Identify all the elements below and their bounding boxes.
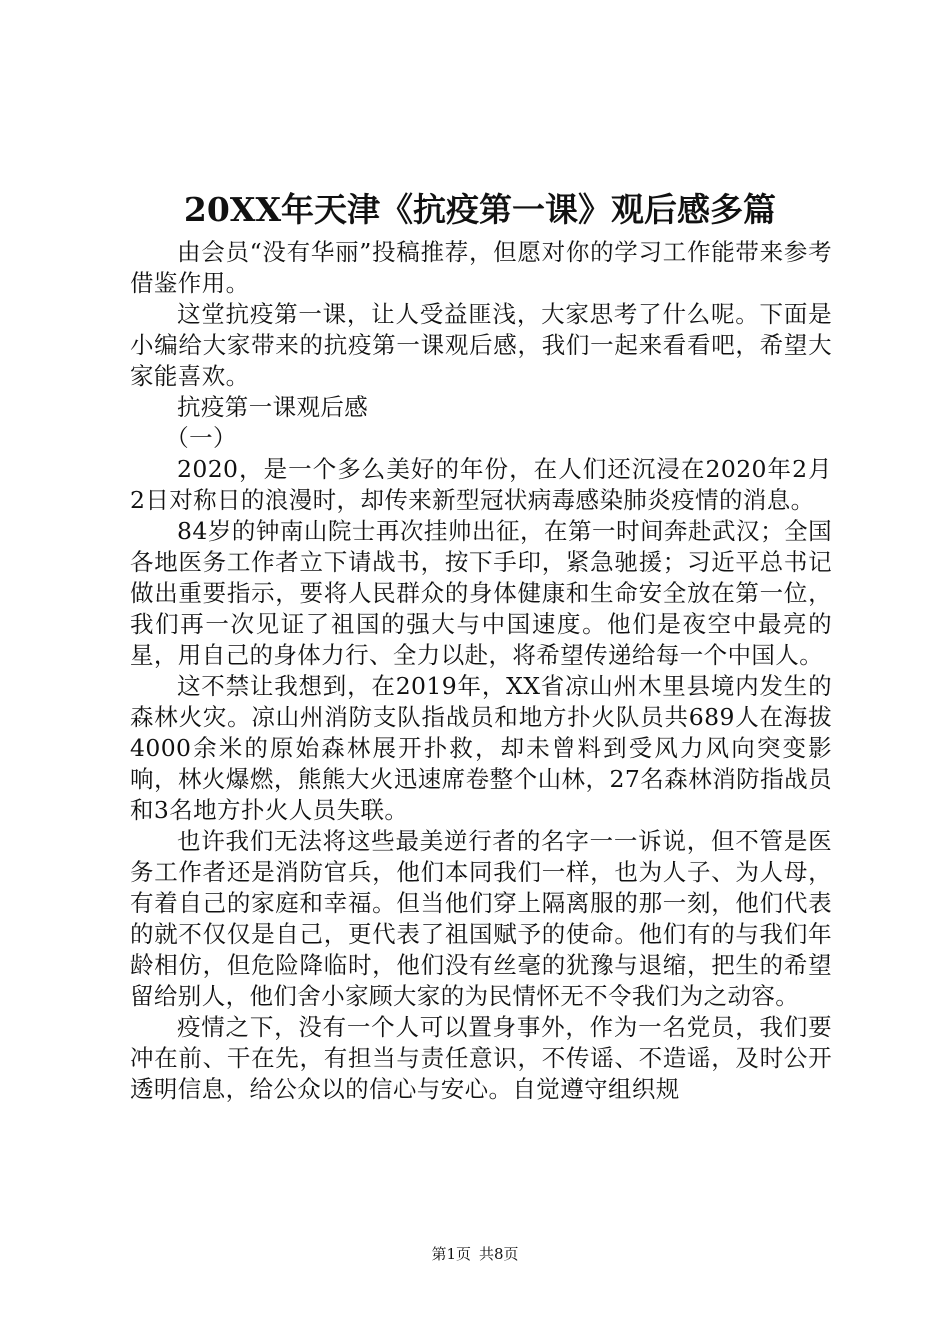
paragraph: 疫情之下，没有一个人可以置身事外，作为一名党员，我们要冲在前、干在先，有担当与责任意识，不传谣、不造谣，及时公开透明信息，给公众以的信心与安心。自觉遵守组织规	[130, 1013, 832, 1103]
paragraph: 也许我们无法将这些最美逆行者的名字一一诉说，但不管是医务工作者还是消防官兵，他们本同我们一样，也为人子、为人母，有着自己的家庭和幸福。但当他们穿上隔离服的那一刻，他们代表的就不仅仅是自己，更代表了祖国赋予的使命。他们有的与我们年龄相仿，但危险降临时，他们没有丝毫的犹豫与退缩，把生的希望留给别人，他们舍小家顾大家的为民情怀无不令我们为之动容。	[130, 827, 832, 1010]
document-body	[130, 237, 832, 1105]
section-heading: 抗疫第一课观后感	[177, 393, 369, 421]
page-total: 共8页	[479, 1245, 519, 1263]
paragraph: 84岁的钟南山院士再次挂帅出征，在第一时间奔赴武汉；全国各地医务工作者立下请战书，按下手印，紧急驰援；习近平总书记做出重要指示，要将人民群众的身体健康和生命安全放在第一位，我们再一次见证了祖国的强大与中国速度。他们是夜空中最亮的星，用自己的身体力行、全力以赴，将希望传递给每一个中国人。	[130, 517, 832, 669]
paragraph-intro: 由会员“没有华丽”投稿推荐，但愿对你的学习工作能带来参考借鉴作用。	[130, 238, 832, 297]
paragraph: 2020，是一个多么美好的年份，在人们还沉浸在2020年2月2日对称日的浪漫时，却传来新型冠状病毒感染肺炎疫情的消息。	[130, 455, 832, 514]
page-footer	[0, 1244, 950, 1264]
paragraph: 这不禁让我想到，在2019年，XX省凉山州木里县境内发生的森林火灾。凉山州消防支队指战员和地方扑火队员共689人在海拔4000余米的原始森林展开扑救，却未曾料到受风力风向突变影响，林火爆燃，熊熊大火迅速席卷整个山林，27名森林消防指战员和3名地方扑火人员失联。	[130, 672, 832, 824]
page-number: 第1页	[431, 1245, 471, 1263]
document-title: 20XX年天津《抗疫第一课》观后感多篇	[183, 190, 777, 229]
section-number: （一）	[165, 424, 237, 452]
paragraph-lead: 这堂抗疫第一课，让人受益匪浅，大家思考了什么呢。下面是小编给大家带来的抗疫第一课观后感，我们一起来看看吧，希望大家能喜欢。	[130, 300, 832, 390]
